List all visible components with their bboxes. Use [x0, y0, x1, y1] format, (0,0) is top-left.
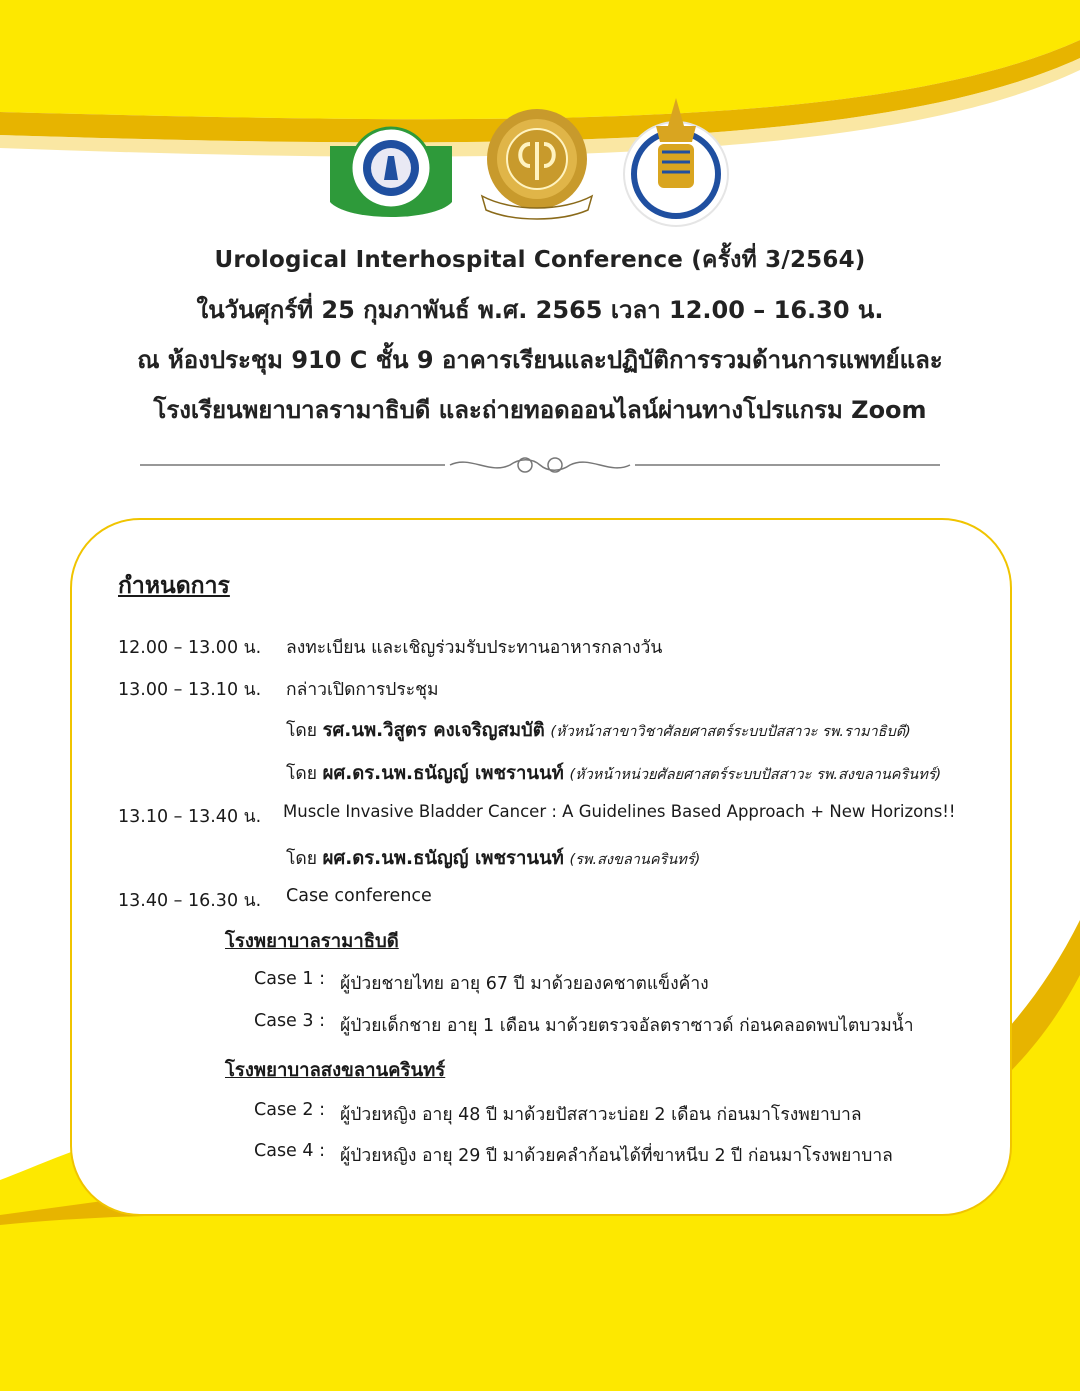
speaker-name: ผศ.ดร.นพ.ธนัญญ์ เพชรานนท์: [322, 763, 564, 784]
venue-line-1: ณ ห้องประชุม 910 C ชั้น 9 อาคารเรียนและปฏิบัติการรวมด้านการแพทย์และ: [137, 346, 943, 374]
hospital-heading: โรงพยาบาลรามาธิบดี: [225, 931, 399, 952]
venue-line-2: โรงเรียนพยาบาลรามาธิบดี และถ่ายทอดออนไลน์ผ่านทางโปรแกรม Zoom: [153, 396, 927, 424]
case-text: ผู้ป่วยหญิง อายุ 48 ปี มาด้วยปัสสาวะบ่อย 2 เดือน ก่อนมาโรงพยาบาล: [340, 1105, 862, 1125]
case-text: ผู้ป่วยเด็กชาย อายุ 1 เดือน มาด้วยตรวจอัลตราซาวด์ ก่อนคลอดพบไตบวมน้ำ: [340, 1016, 914, 1036]
speaker-line: [286, 759, 941, 788]
agenda-time: 13.10 – 13.40 น.: [118, 807, 262, 827]
speaker-affiliation: (หัวหน้าหน่วยศัลยศาสตร์ระบบปัสสาวะ รพ.สงขลานครินทร์): [569, 767, 942, 783]
case-label: Case 4 :: [254, 1141, 325, 1161]
speaker-prefix: โดย: [286, 764, 318, 784]
ramathibodi-faculty-logo: [324, 124, 458, 224]
agenda-desc: ลงทะเบียน และเชิญร่วมรับประทานอาหารกลางวัน: [286, 638, 663, 658]
case-label: Case 1 :: [254, 969, 325, 989]
agenda-desc: Case conference: [286, 886, 432, 906]
case-label: Case 2 :: [254, 1100, 325, 1120]
psu-medicine-logo: [604, 96, 744, 231]
agenda-desc: Muscle Invasive Bladder Cancer : A Guidelines Based Approach + New Horizons!!: [283, 802, 956, 821]
agenda-time: 12.00 – 13.00 น.: [118, 638, 262, 658]
agenda-time: 13.00 – 13.10 น.: [118, 680, 262, 700]
case-text: ผู้ป่วยหญิง อายุ 29 ปี มาด้วยคลำก้อนได้ที่ขาหนีบ 2 ปี ก่อนมาโรงพยาบาล: [340, 1146, 893, 1166]
speaker-name: ผศ.ดร.นพ.ธนัญญ์ เพชรานนท์: [322, 848, 564, 869]
logo-row: [0, 96, 1080, 231]
speaker-affiliation: (รพ.สงขลานครินทร์): [569, 852, 701, 868]
hospital-heading: โรงพยาบาลสงขลานครินทร์: [225, 1060, 446, 1081]
speaker-name: รศ.นพ.วิสูตร คงเจริญสมบัติ: [322, 720, 545, 741]
thai-urological-association-logo: [472, 104, 602, 224]
speaker-line: [286, 844, 700, 873]
agenda-time: 13.40 – 16.30 น.: [118, 891, 262, 911]
speaker-prefix: โดย: [286, 721, 318, 741]
agenda-desc: กล่าวเปิดการประชุม: [286, 680, 439, 700]
case-text: ผู้ป่วยชายไทย อายุ 67 ปี มาด้วยองคชาตแข็งค้าง: [340, 974, 709, 994]
speaker-prefix: โดย: [286, 849, 318, 869]
conference-title: Urological Interhospital Conference (ครั้งที่ 3/2564): [214, 247, 866, 273]
speaker-affiliation: (หัวหน้าสาขาวิชาศัลยศาสตร์ระบบปัสสาวะ รพ.รามาธิบดี): [550, 724, 911, 740]
ornamental-divider: [140, 450, 940, 480]
date-line: ในวันศุกร์ที่ 25 กุมภาพันธ์ พ.ศ. 2565 เวลา 12.00 – 16.30 น.: [196, 296, 884, 324]
speaker-line: [286, 716, 911, 745]
case-label: Case 3 :: [254, 1011, 325, 1031]
agenda-title: กำหนดการ: [118, 573, 230, 599]
